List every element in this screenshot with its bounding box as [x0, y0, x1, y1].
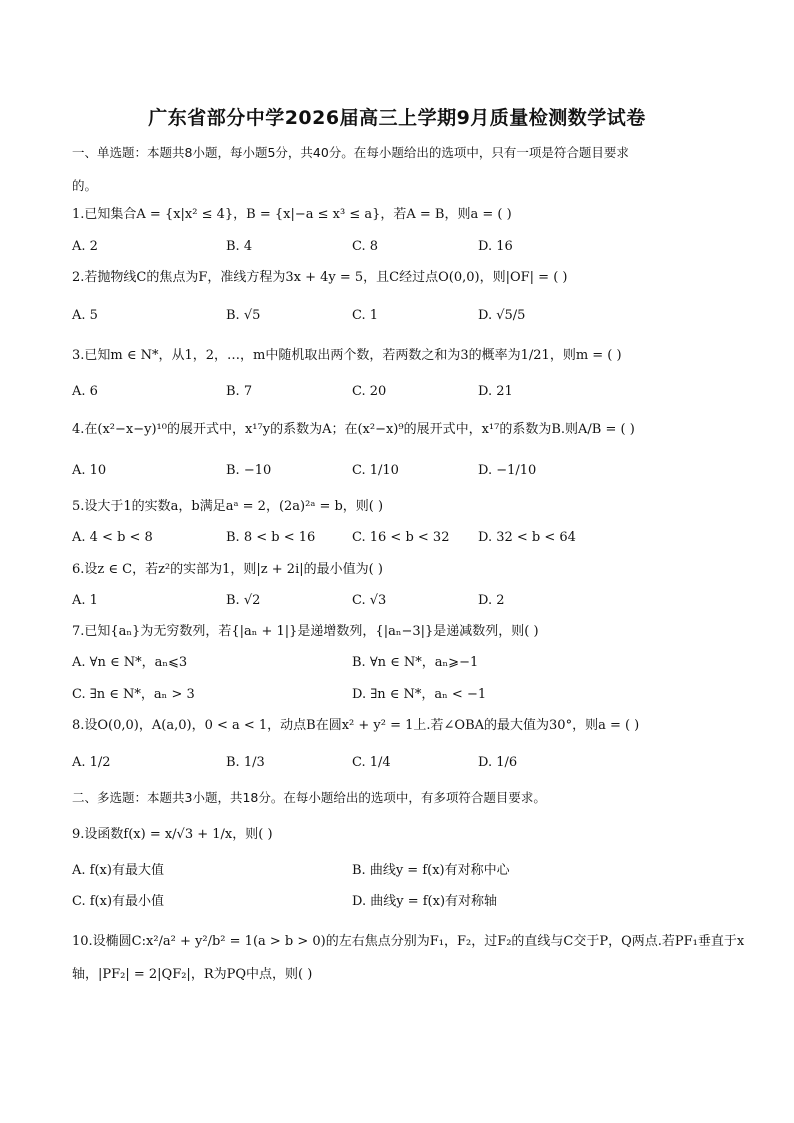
question-9-stem: 9.设函数f(x) = x/√3 + 1/x，则( ) — [72, 827, 273, 842]
question-2-stem: 2.若抛物线C的焦点为F，准线方程为3x + 4y = 5，且C经过点O(0,0)，则|OF| = ( ) — [72, 270, 568, 285]
q6-option-d[interactable]: D. 2 — [478, 593, 505, 608]
question-10-stem-cont: 轴，|PF₂| = 2|QF₂|，R为PQ中点，则( ) — [72, 967, 313, 982]
q3-option-d[interactable]: D. 21 — [478, 384, 513, 399]
q2-option-b[interactable]: B. √5 — [226, 308, 261, 323]
section-single-heading: 一、单选题：本题共8小题，每小题5分，共40分。在每小题给出的选项中，只有一项是符合题目要求 — [72, 145, 629, 160]
q6-option-b[interactable]: B. √2 — [226, 593, 261, 608]
q8-option-b[interactable]: B. 1/3 — [226, 755, 265, 770]
q8-option-c[interactable]: C. 1/4 — [352, 755, 391, 770]
section-multi-heading: 二、多选题：本题共3小题，共18分。在每小题给出的选项中，有多项符合题目要求。 — [72, 790, 546, 805]
q8-option-d[interactable]: D. 1/6 — [478, 755, 518, 770]
q9-option-b[interactable]: B. 曲线y = f(x)有对称中心 — [352, 863, 510, 878]
q4-option-d[interactable]: D. −1/10 — [478, 463, 537, 478]
q3-option-b[interactable]: B. 7 — [226, 384, 253, 399]
question-8-stem: 8.设O(0,0)，A(a,0)，0 < a < 1，动点B在圆x² + y² = 1上.若∠OBA的最大值为30°，则a = ( ) — [72, 718, 640, 733]
q8-option-a[interactable]: A. 1/2 — [72, 755, 111, 770]
q1-option-c[interactable]: C. 8 — [352, 239, 379, 254]
q9-option-a[interactable]: A. f(x)有最大值 — [72, 863, 164, 878]
section-single-heading-cont: 的。 — [72, 178, 98, 193]
q7-option-c[interactable]: C. ∃n ∈ N*，aₙ > 3 — [72, 687, 195, 702]
q4-option-b[interactable]: B. −10 — [226, 463, 272, 478]
q2-option-a[interactable]: A. 5 — [72, 308, 98, 323]
q1-option-a[interactable]: A. 2 — [72, 239, 98, 254]
q7-option-d[interactable]: D. ∃n ∈ N*，aₙ < −1 — [352, 687, 487, 702]
q1-option-d[interactable]: D. 16 — [478, 239, 513, 254]
q2-option-d[interactable]: D. √5/5 — [478, 308, 526, 323]
question-10-stem: 10.设椭圆C:x²/a² + y²/b² = 1(a > b > 0)的左右焦点分别为F₁，F₂，过F₂的直线与C交于P，Q两点.若PF₁垂直于x — [72, 934, 745, 949]
q7-option-b[interactable]: B. ∀n ∈ N*，aₙ⩾−1 — [352, 655, 479, 670]
q5-option-a[interactable]: A. 4 < b < 8 — [72, 530, 153, 545]
question-3-stem: 3.已知m ∈ N*，从1，2，…，m中随机取出两个数，若两数之和为3的概率为1/21，则m = ( ) — [72, 348, 622, 363]
q7-option-a[interactable]: A. ∀n ∈ N*，aₙ⩽3 — [72, 655, 188, 670]
q6-option-c[interactable]: C. √3 — [352, 593, 387, 608]
question-4-stem: 4.在(x²−x−y)¹⁰的展开式中，x¹⁷y的系数为A；在(x²−x)⁹的展开式中，x¹⁷的系数为B.则A/B = ( ) — [72, 422, 635, 437]
q2-option-c[interactable]: C. 1 — [352, 308, 379, 323]
q3-option-c[interactable]: C. 20 — [352, 384, 387, 399]
q4-option-c[interactable]: C. 1/10 — [352, 463, 399, 478]
question-6-stem: 6.设z ∈ C，若z²的实部为1，则|z + 2i|的最小值为( ) — [72, 562, 383, 577]
question-7-stem: 7.已知{aₙ}为无穷数列，若{|aₙ + 1|}是递增数列，{|aₙ−3|}是递减数列，则( ) — [72, 624, 539, 639]
q3-option-a[interactable]: A. 6 — [72, 384, 98, 399]
q5-option-c[interactable]: C. 16 < b < 32 — [352, 530, 450, 545]
q5-option-b[interactable]: B. 8 < b < 16 — [226, 530, 316, 545]
q6-option-a[interactable]: A. 1 — [72, 593, 98, 608]
q9-option-c[interactable]: C. f(x)有最小值 — [72, 894, 165, 909]
question-1-stem: 1.已知集合A = {x|x² ≤ 4}，B = {x|−a ≤ x³ ≤ a}，若A = B，则a = ( ) — [72, 207, 512, 222]
q5-option-d[interactable]: D. 32 < b < 64 — [478, 530, 576, 545]
page-title: 广东省部分中学2026届高三上学期9月质量检测数学试卷 — [148, 107, 646, 129]
question-5-stem: 5.设大于1的实数a，b满足aᵃ = 2，(2a)²ᵃ = b，则( ) — [72, 499, 384, 514]
q1-option-b[interactable]: B. 4 — [226, 239, 253, 254]
q9-option-d[interactable]: D. 曲线y = f(x)有对称轴 — [352, 894, 498, 909]
q4-option-a[interactable]: A. 10 — [72, 463, 107, 478]
